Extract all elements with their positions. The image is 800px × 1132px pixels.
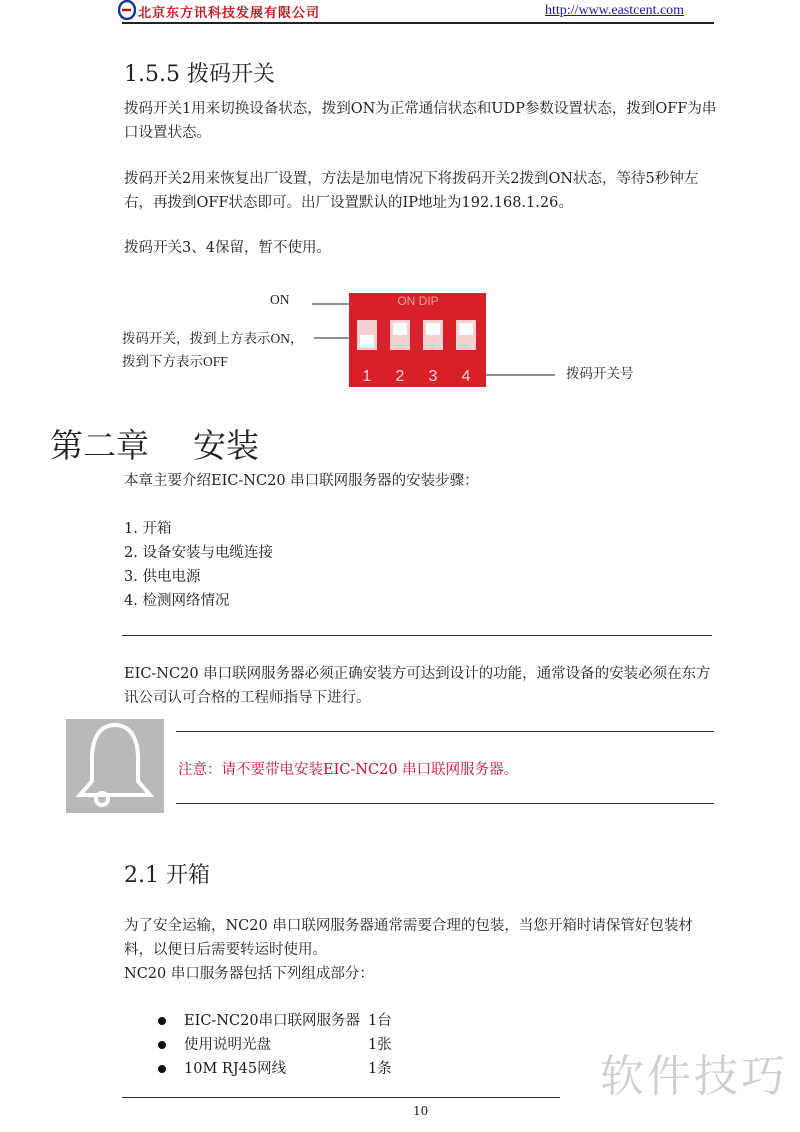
list-item [158, 1009, 392, 1033]
dip-number-2: 2 [395, 368, 405, 385]
chapter-title-2: 安装 [193, 426, 259, 465]
install-steps-list [124, 517, 273, 613]
item-qty: 1张 [368, 1037, 392, 1053]
bell-icon [66, 719, 164, 813]
unboxing-para-1: 为了安全运输，NC20 串口联网服务器通常需要合理的包装，当您开箱时请保管好包装材料，以便日后需要转运时使用。 [124, 918, 693, 958]
chapter-title: 第二章 [50, 426, 149, 465]
item-qty: 1台 [368, 1013, 392, 1029]
dip-para-2: 拨码开关2用来恢复出厂设置，方法是加电情况下将拨码开关2拨到ON状态，等待5秒钟左右，再拨到OFF状态即可。出厂设置默认的IP地址为192.168.1.26。 [124, 171, 699, 211]
header-divider [122, 22, 714, 24]
section-title-155: 1.5.5 拨码开关 [124, 62, 275, 87]
item-name: EIC-NC20串口联网服务器 [184, 1013, 361, 1029]
company-logo-icon [118, 0, 136, 20]
package-contents-list [158, 1009, 392, 1081]
header-url-link[interactable]: http://www.eastcent.com [545, 3, 685, 18]
dip-number-3: 3 [428, 368, 438, 385]
dip-number-4: 4 [461, 368, 471, 385]
fig-left-label-1: 拨码开关，拨到上方表示ON， [122, 331, 304, 346]
fig-left-label-2: 拨到下方表示OFF [122, 354, 228, 369]
list-item: 3. 供电电源 [124, 569, 201, 585]
dip-para-3: 拨码开关3、4保留，暂不使用。 [124, 240, 331, 256]
divider [122, 635, 712, 636]
note-bottom-rule [176, 803, 714, 804]
bullet-icon [158, 1041, 166, 1049]
chapter-intro: 本章主要介绍EIC-NC20 串口联网服务器的安装步骤： [124, 473, 479, 489]
fig-on-label: ON [270, 292, 290, 307]
list-item: 1. 开箱 [124, 521, 172, 537]
unboxing-para-2: NC20 串口服务器包括下列组成部分： [124, 966, 374, 982]
footer-divider [122, 1097, 560, 1098]
list-item [158, 1057, 392, 1081]
bullet-icon [158, 1065, 166, 1073]
watermark: 软件技巧 [600, 1051, 788, 1102]
list-item: 4. 检测网络情况 [124, 593, 230, 609]
dip-number-1: 1 [362, 368, 372, 385]
dip-para-1: 拨码开关1用来切换设备状态，拨到ON为正常通信状态和UDP参数设置状态，拨到OFF为串口设置状态。 [124, 101, 717, 141]
list-item: 2. 设备安装与电缆连接 [124, 545, 273, 561]
note-top-rule [176, 731, 714, 732]
install-requirement: EIC-NC20 串口联网服务器必须正确安装方可达到设计的功能，通常设备的安装必须在东方讯公司认可合格的工程师指导下进行。 [124, 666, 711, 706]
item-name: 使用说明光盘 [184, 1037, 271, 1053]
header-company-name: 北京东方讯科技发展有限公司 [138, 6, 321, 21]
fig-right-label: 拨码开关号 [566, 366, 634, 381]
section-title-21: 2.1 开箱 [124, 863, 210, 888]
page-number: 10 [413, 1104, 429, 1118]
list-item [158, 1033, 392, 1057]
dip-switch-top-text: ON DIP [397, 294, 439, 308]
item-qty: 1条 [368, 1061, 392, 1077]
dip-switch-figure [300, 290, 560, 390]
safety-note: 注意：请不要带电安装EIC-NC20 串口联网服务器。 [178, 762, 519, 778]
item-name: 10M RJ45网线 [184, 1061, 287, 1077]
bullet-icon [158, 1017, 166, 1025]
